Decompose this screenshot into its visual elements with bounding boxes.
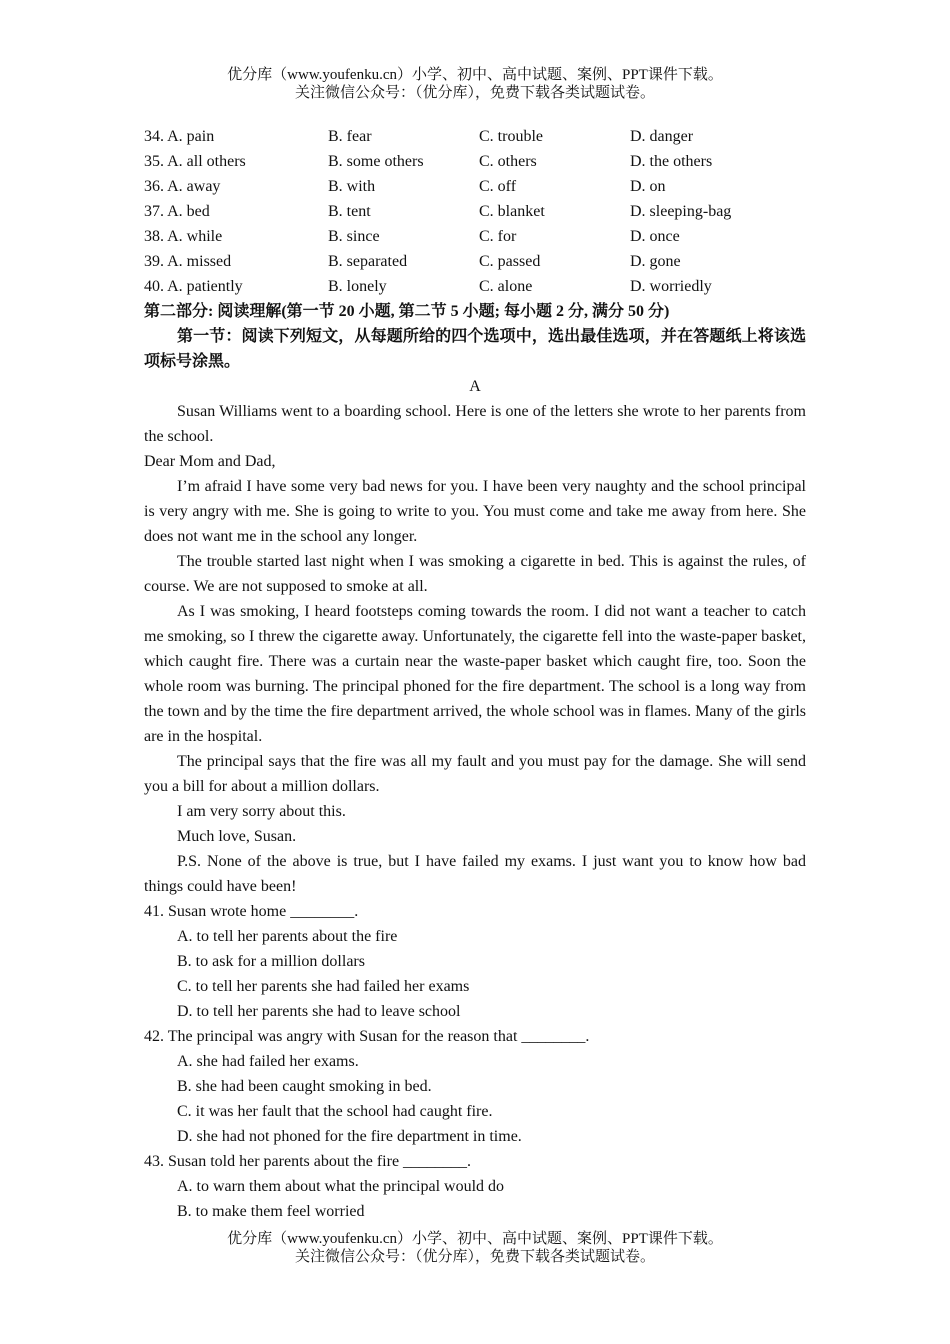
- option-d: D. gone: [630, 253, 681, 270]
- option-a: 38. A. while: [144, 228, 223, 245]
- option-d: D. once: [630, 228, 680, 245]
- option-b: B. some others: [328, 153, 424, 170]
- option-d: D. danger: [630, 128, 694, 145]
- choice-c: C. it was her fault that the school had caught fire.: [177, 1103, 493, 1120]
- part2-heading: 第二部分: 阅读理解(第一节 20 小题, 第二节 5 小题; 每小题 2 分, 满分 50 分): [144, 303, 670, 320]
- section1-instruction: 第一节：阅读下列短文，从每题所给的四个选项中，选出最佳选项，并在答题纸上将该选项标号涂黑。: [144, 328, 806, 370]
- letter-greeting: Dear Mom and Dad,: [144, 453, 276, 470]
- option-a: 34. A. pain: [144, 128, 215, 145]
- option-d: D. on: [630, 178, 666, 195]
- option-c: C. blanket: [479, 203, 545, 220]
- option-row-37: [144, 199, 806, 224]
- letter-postscript: P.S. None of the above is true, but I have failed my exams. I just want you to know how bad things could have been!: [144, 853, 806, 895]
- footer-line-1: 优分库（www.youfenku.cn）小学、初中、高中试题、案例、PPT课件下载。: [227, 1231, 723, 1247]
- question-stem: 42. The principal was angry with Susan for the reason that ________.: [144, 1028, 590, 1045]
- choice-d: D. to tell her parents she had to leave school: [177, 1003, 461, 1020]
- passage-paragraph: I’m afraid I have some very bad news for you. I have been very naughty and the school principal is very angry with me. She is going to write to you. You must come and take me away from here. She does not want me in the school any longer.: [144, 478, 806, 545]
- passage-paragraph: As I was smoking, I heard footsteps coming towards the room. I did not want a teacher to catch me smoking, so I threw the cigarette away. Unfortunately, the cigarette fell into the waste-paper basket, which caught fire. There was a curtain near the waste-paper basket which caught fire, too. Soon the whole room was burning. The principal phoned for the fire department. The school is a long way from the town and by the time the fire department arrived, the whole school was in flames. Many of the girls are in the hospital.: [144, 603, 806, 745]
- option-row-39: [144, 249, 806, 274]
- option-a: 36. A. away: [144, 178, 221, 195]
- option-row-40: [144, 274, 806, 299]
- option-c: C. passed: [479, 253, 541, 270]
- option-row-35: [144, 149, 806, 174]
- footer-line-2: 关注微信公众号：（优分库），免费下载各类试题试卷。: [294, 1249, 655, 1265]
- option-d: D. sleeping-bag: [630, 203, 732, 220]
- choice-b: B. to ask for a million dollars: [177, 953, 365, 970]
- passage-paragraph: The principal says that the fire was all my fault and you must pay for the damage. She will send you a bill for about a million dollars.: [144, 753, 806, 795]
- choice-b: B. she had been caught smoking in bed.: [177, 1078, 432, 1095]
- choice-a: A. to tell her parents about the fire: [177, 928, 398, 945]
- option-c: C. alone: [479, 278, 533, 295]
- option-a: 40. A. patiently: [144, 278, 243, 295]
- option-c: C. others: [479, 153, 537, 170]
- option-b: B. tent: [328, 203, 371, 220]
- option-b: B. lonely: [328, 278, 387, 295]
- option-c: C. off: [479, 178, 517, 195]
- option-a: 35. A. all others: [144, 153, 246, 170]
- option-b: B. fear: [328, 128, 372, 145]
- question-stem: 43. Susan told her parents about the fire ________.: [144, 1153, 472, 1170]
- option-d: D. the others: [630, 153, 713, 170]
- option-c: C. for: [479, 228, 517, 245]
- choice-c: C. to tell her parents she had failed her exams: [177, 978, 470, 995]
- page-footer: [0, 1230, 950, 1266]
- page-header: [0, 66, 950, 102]
- header-line-1: 优分库（www.youfenku.cn）小学、初中、高中试题、案例、PPT课件下载。: [227, 67, 723, 83]
- question-43: [144, 1149, 806, 1224]
- option-row-34: [144, 124, 806, 149]
- option-row-38: [144, 224, 806, 249]
- letter-signoff: Much love, Susan.: [177, 828, 297, 845]
- option-c: C. trouble: [479, 128, 543, 145]
- option-d: D. worriedly: [630, 278, 712, 295]
- choice-d: D. she had not phoned for the fire department in time.: [177, 1128, 522, 1145]
- choice-a: A. she had failed her exams.: [177, 1053, 359, 1070]
- passage-paragraph: The trouble started last night when I was smoking a cigarette in bed. This is against the rules, of course. We are not supposed to smoke at all.: [144, 553, 806, 595]
- page-content: [144, 124, 806, 1224]
- option-b: B. with: [328, 178, 376, 195]
- choice-a: A. to warn them about what the principal would do: [177, 1178, 505, 1195]
- option-a: 37. A. bed: [144, 203, 210, 220]
- cloze-options: [144, 124, 806, 299]
- option-row-36: [144, 174, 806, 199]
- passage-intro: Susan Williams went to a boarding school. Here is one of the letters she wrote to her parents from the school.: [144, 403, 806, 445]
- passage-letter: A: [469, 378, 481, 395]
- question-stem: 41. Susan wrote home ________.: [144, 903, 359, 920]
- passage-paragraph: I am very sorry about this.: [177, 803, 346, 820]
- question-41: [144, 899, 806, 1024]
- header-line-2: 关注微信公众号：（优分库），免费下载各类试题试卷。: [294, 85, 655, 101]
- option-b: B. separated: [328, 253, 408, 270]
- option-a: 39. A. missed: [144, 253, 232, 270]
- question-42: [144, 1024, 806, 1149]
- option-b: B. since: [328, 228, 380, 245]
- choice-b: B. to make them feel worried: [177, 1203, 365, 1220]
